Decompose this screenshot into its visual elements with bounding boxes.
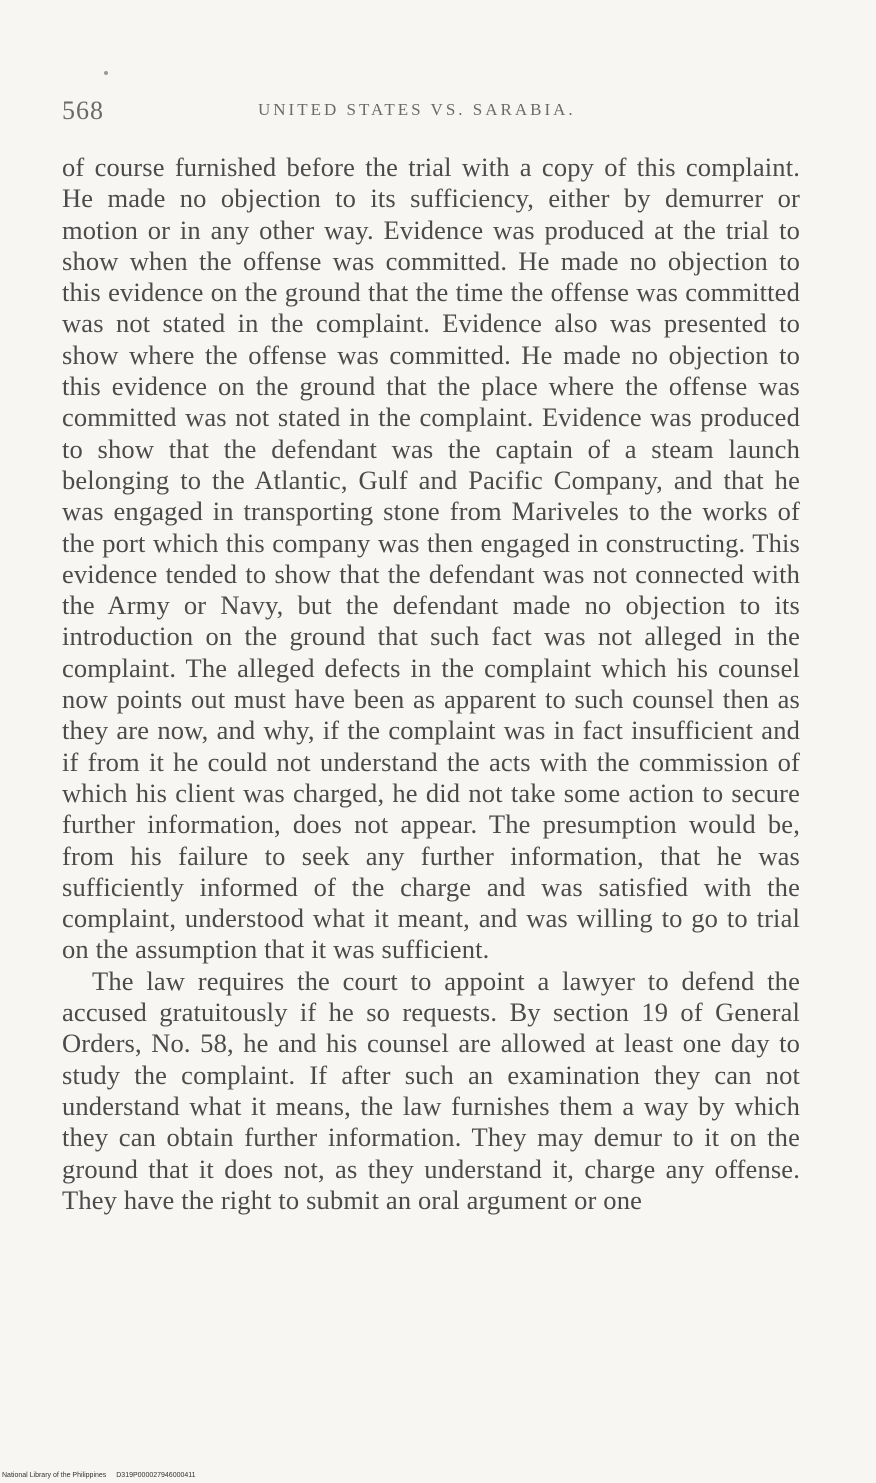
page-header: [62, 96, 802, 126]
footer-identifier: D319P000027946000411: [116, 1472, 196, 1479]
print-speck: [104, 71, 108, 75]
paragraph-2: The law requires the court to appoint a lawyer to defend the accused gratuitously if he so requests. By section 19 of General Orders, No. 58, he and his counsel are allowed at least one day to study the complaint. If after such an examination they can not understand what it means, the law furnishes them a way by which they can obtain further information. They may demur to it on the ground that it does not, as they understand it, charge any offense. They have the right to submit an oral argument or one: [62, 965, 800, 1215]
scan-footer: [2, 1472, 196, 1479]
footer-source: National Library of the Philippines: [2, 1472, 107, 1479]
paragraph-1: of course furnished before the trial with a copy of this complaint. He made no objection to its sufficiency, either by demurrer or motion or in any other way. Evidence was produced at the trial to show when the offense was committed. He made no objection to this evidence on the ground that the time the offense was committed was not stated in the complaint. Evidence also was presented to show where the offense was committed. He made no objection to this evidence on the ground that the place where the offense was committed was not stated in the complaint. Evidence was produced to show that the defendant was the captain of a steam launch belonging to the Atlantic, Gulf and Pacific Company, and that he was engaged in transporting stone from Mariveles to the works of the port which this company was then engaged in constructing. This evidence tended to show that the defendant was not connected with the Army or Navy, but the defendant made no objection to its introduction on the ground that such fact was not alleged in the complaint. The alleged defects in the complaint which his counsel now points out must have been as apparent to such counsel then as they are now, and why, if the complaint was in fact insufficient and if from it he could not understand the acts with the commission of which his client was charged, he did not take some action to secure further information, does not appear. The presumption would be, from his failure to seek any further information, that he was sufficiently informed of the charge and was satisfied with the complaint, understood what it meant, and was willing to go to trial on the assumption that it was sufficient.: [62, 152, 800, 965]
body-text: [62, 152, 800, 1216]
running-head: UNITED STATES VS. SARABIA.: [258, 100, 576, 119]
page-number: 568: [62, 96, 104, 125]
